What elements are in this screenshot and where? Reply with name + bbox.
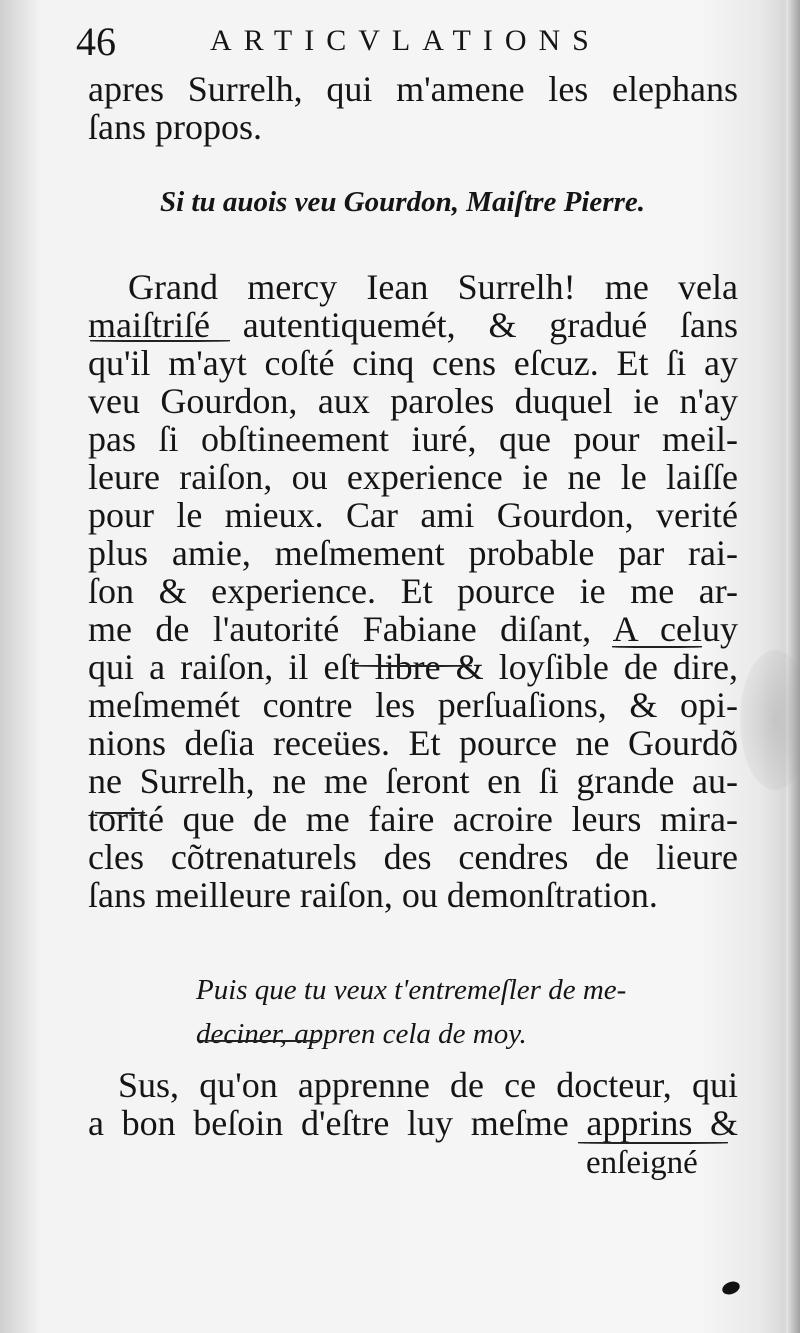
text-line: torité que de me faire acroire leurs mira-	[88, 799, 738, 839]
page-number: 46	[76, 19, 116, 64]
text-line: nions deſia receües. Et pource ne Gourdõ	[88, 723, 738, 763]
text-line: ſon & experience. Et pource ie me ar-	[88, 571, 738, 611]
handwritten-underline	[578, 1142, 728, 1144]
handwritten-underline	[95, 812, 145, 814]
text-line: ſans meilleure raiſon, ou demonſtration.	[88, 875, 658, 915]
ink-blot	[720, 1279, 741, 1296]
text-line: pas ſi obſtineement iuré, que pour meil-	[88, 419, 738, 459]
text-line: cles cõtrenaturels des cendres de lieure	[88, 837, 738, 877]
handwritten-underline	[352, 665, 472, 667]
text-line: plus amie, meſmement probable par rai-	[88, 533, 738, 573]
text-line: me de l'autorité Fabiane diſant, A celuy	[88, 609, 738, 649]
catchword: enſeigné	[586, 1145, 698, 1181]
text-line: ne Surrelh, ne me ſeront en ſi grande au-	[88, 761, 738, 801]
text-line: a bon beſoin d'eſtre luy meſme apprins &	[88, 1103, 738, 1143]
handwritten-underline	[612, 646, 702, 648]
text-line: Grand mercy Iean Surrelh! me vela	[128, 267, 738, 307]
text-line: ſans propos.	[88, 107, 262, 147]
text-line: meſmemét contre les perſuaſions, & opi-	[88, 685, 738, 725]
running-title: ARTICVLATIONS	[210, 24, 601, 57]
closing-paragraph	[88, 1066, 738, 1142]
main-paragraph	[88, 268, 738, 914]
text-line: maiſtriſé autentiquemét, & gradué ſans	[88, 305, 738, 345]
text-line: veu Gourdon, aux paroles duquel ie n'ay	[88, 381, 738, 421]
text-line: pour le mieux. Car ami Gourdon, verité	[88, 495, 738, 535]
text-line: apres Surrelh, qui m'amene les elephans	[88, 69, 738, 109]
section-heading: Si tu auois veu Gourdon, Maiſtre Pierre.	[160, 186, 645, 218]
text-line: qui a raiſon, il eſt libre & loyſible de dire,	[88, 647, 738, 687]
handwritten-underline	[200, 1040, 320, 1042]
paper-stain	[740, 650, 800, 790]
page-header	[70, 18, 730, 68]
note-line: Puis que tu veux t'entremeſler de me-	[196, 974, 627, 1006]
text-line: leure raiſon, ou experience ie ne le laiſſe	[88, 457, 738, 497]
marginal-note	[196, 968, 716, 1056]
text-line: Sus, qu'on apprenne de ce docteur, qui	[118, 1065, 738, 1105]
handwritten-underline	[90, 340, 230, 342]
note-line: deciner, appren cela de moy.	[196, 1018, 527, 1050]
text-line: qu'il m'ayt coſté cinq cens eſcuz. Et ſi ay	[88, 343, 738, 383]
intro-paragraph	[88, 70, 738, 146]
